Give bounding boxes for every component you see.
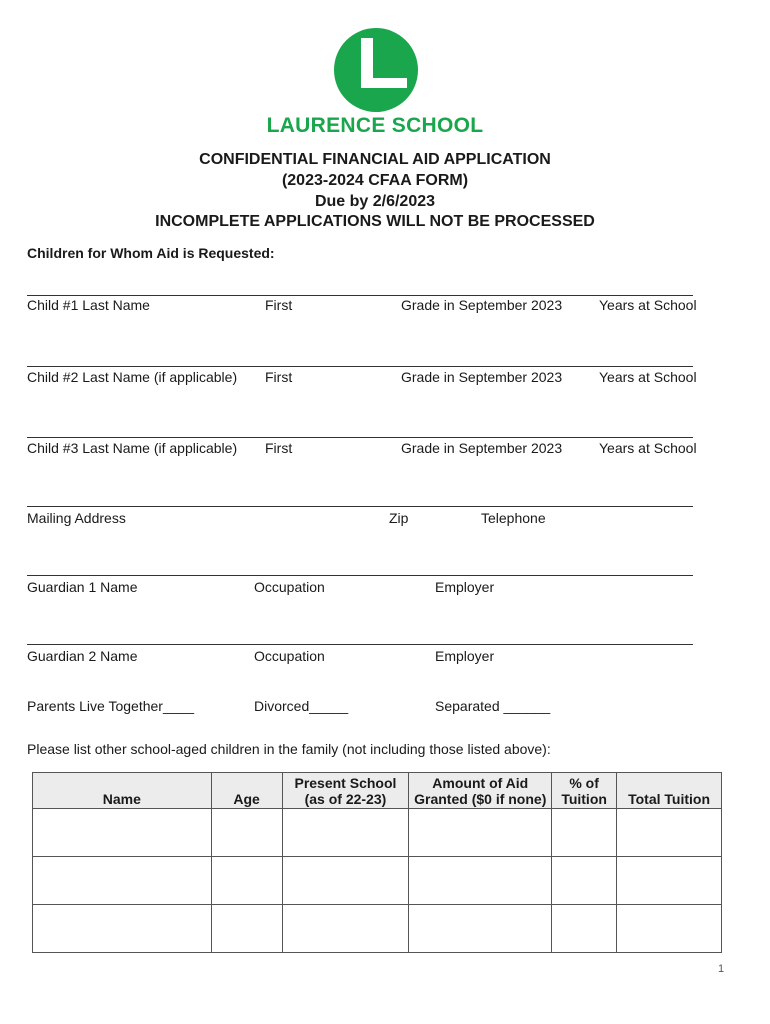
incomplete-warning: INCOMPLETE APPLICATIONS WILL NOT BE PROCESSED: [155, 213, 595, 230]
child-3-input-line[interactable]: [27, 437, 693, 438]
page-number: 1: [718, 963, 725, 975]
child-3-first-label: First: [265, 440, 293, 456]
child-2-years-label: Years at School: [599, 369, 697, 385]
table-row: [33, 905, 722, 953]
guardian-2-name-label: Guardian 2 Name: [27, 648, 138, 664]
guardian-1-employer-label: Employer: [435, 579, 495, 595]
column-header-age: Age: [211, 773, 282, 809]
child-1-input-line[interactable]: [27, 295, 693, 296]
child-2-grade-label: Grade in September 2023: [401, 369, 563, 385]
child-1-years-label: Years at School: [599, 297, 697, 313]
table-cell[interactable]: [211, 857, 282, 905]
table-cell[interactable]: [552, 857, 617, 905]
guardian-1-name-label: Guardian 1 Name: [27, 579, 138, 595]
guardian-2-employer-label: Employer: [435, 648, 495, 664]
table-cell[interactable]: [33, 905, 212, 953]
child-2-first-label: First: [265, 369, 293, 385]
table-cell[interactable]: [33, 857, 212, 905]
child-3-years-label: Years at School: [599, 440, 697, 456]
mailing-address-label: Mailing Address: [27, 510, 126, 526]
table-cell[interactable]: [617, 905, 722, 953]
table-cell[interactable]: [617, 809, 722, 857]
table-cell[interactable]: [409, 809, 552, 857]
child-1-first-label: First: [265, 297, 293, 313]
other-children-table: [32, 772, 722, 953]
table-cell[interactable]: [409, 905, 552, 953]
other-children-intro: Please list other school-aged children in the family (not including those listed above):: [27, 741, 551, 757]
table-cell[interactable]: [282, 857, 409, 905]
table-cell[interactable]: [282, 809, 409, 857]
column-header-percent-tuition: % of Tuition: [552, 773, 617, 809]
table-cell[interactable]: [552, 905, 617, 953]
guardian-1-occupation-label: Occupation: [254, 579, 325, 595]
column-header-name: Name: [33, 773, 212, 809]
form-subtitle: (2023-2024 CFAA FORM): [281, 172, 469, 189]
table-cell[interactable]: [552, 809, 617, 857]
child-1-grade-label: Grade in September 2023: [401, 297, 563, 313]
child-1-last-name-label: Child #1 Last Name: [27, 297, 150, 313]
column-header-present-school: Present School (as of 22-23): [282, 773, 409, 809]
column-header-amount-of-aid: Amount of Aid Granted ($0 if none): [409, 773, 552, 809]
due-date: Due by 2/6/2023: [314, 193, 436, 210]
parents-live-together-field[interactable]: Parents Live Together____: [27, 698, 195, 714]
column-header-total-tuition: Total Tuition: [617, 773, 722, 809]
child-2-input-line[interactable]: [27, 366, 693, 367]
guardian-1-input-line[interactable]: [27, 575, 693, 576]
guardian-2-occupation-label: Occupation: [254, 648, 325, 664]
child-2-last-name-label: Child #2 Last Name (if applicable): [27, 369, 238, 385]
school-name: LAURENCE SCHOOL: [266, 114, 484, 137]
table-cell[interactable]: [211, 905, 282, 953]
children-section-heading: Children for Whom Aid is Requested:: [27, 245, 275, 261]
separated-field[interactable]: Separated ______: [435, 698, 551, 714]
telephone-label: Telephone: [481, 510, 546, 526]
table-cell[interactable]: [409, 857, 552, 905]
table-cell[interactable]: [617, 857, 722, 905]
address-input-line[interactable]: [27, 506, 693, 507]
table-cell[interactable]: [211, 809, 282, 857]
zip-label: Zip: [389, 510, 409, 526]
laurence-l-logo-icon: [333, 27, 419, 113]
guardian-2-input-line[interactable]: [27, 644, 693, 645]
child-3-grade-label: Grade in September 2023: [401, 440, 563, 456]
table-cell[interactable]: [33, 809, 212, 857]
table-cell[interactable]: [282, 905, 409, 953]
table-row: [33, 857, 722, 905]
child-3-last-name-label: Child #3 Last Name (if applicable): [27, 440, 238, 456]
form-title: CONFIDENTIAL FINANCIAL AID APPLICATION: [199, 151, 551, 168]
divorced-field[interactable]: Divorced_____: [254, 698, 349, 714]
table-row: [33, 809, 722, 857]
